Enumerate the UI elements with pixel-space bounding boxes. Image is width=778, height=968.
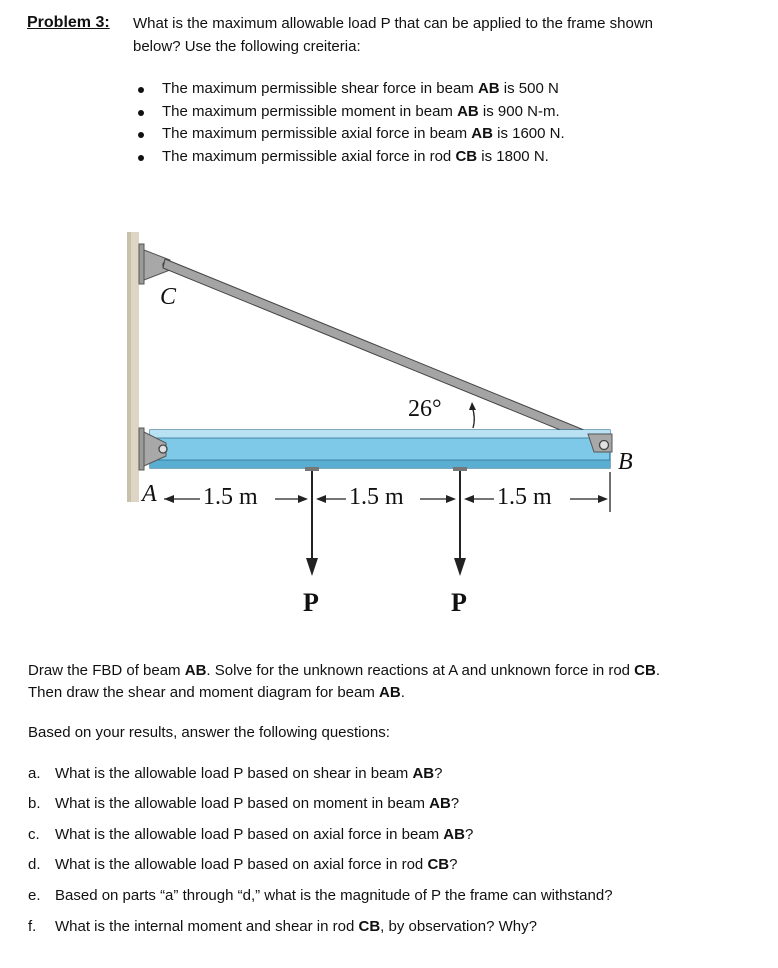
question-letter: b. bbox=[28, 795, 41, 812]
problem-question-line1: What is the maximum allowable load P that can be applied to the frame shown bbox=[133, 15, 654, 32]
pin-a-icon bbox=[159, 445, 167, 453]
question-item: Based on parts “a” through “d,” what is the magnitude of P the frame can withstand? bbox=[55, 887, 613, 904]
question-item: What is the allowable load P based on moment in beam AB? bbox=[55, 795, 460, 812]
criteria-item: The maximum permissible axial force in rod CB is 1800 N. bbox=[162, 148, 549, 165]
dim-label-2: 1.5 m bbox=[349, 484, 404, 510]
question-letter: e. bbox=[28, 887, 41, 904]
question-letter: a. bbox=[28, 765, 41, 782]
pin-b-icon bbox=[600, 441, 609, 450]
beam-top-flange bbox=[150, 430, 610, 438]
angle-arrow-icon bbox=[469, 402, 476, 410]
based-on-text: Based on your results, answer the following questions: bbox=[28, 724, 390, 741]
question-letter: d. bbox=[28, 856, 41, 873]
criteria-item: The maximum permissible moment in beam AB is 900 N-m. bbox=[162, 103, 560, 120]
question-letter: c. bbox=[28, 826, 40, 843]
question-item: What is the allowable load P based on axial force in rod CB? bbox=[55, 856, 458, 873]
load-arrowhead-2-icon bbox=[454, 558, 466, 576]
dim-label-1: 1.5 m bbox=[203, 484, 258, 510]
load-label-2: P bbox=[451, 588, 467, 617]
criteria-item: The maximum permissible axial force in beam AB is 1600 N. bbox=[162, 125, 565, 142]
problem-label: Problem 3: bbox=[27, 14, 110, 31]
rod-cb bbox=[163, 259, 611, 449]
question-letter: f. bbox=[28, 918, 37, 935]
wall-shade bbox=[127, 232, 131, 502]
label-c: C bbox=[160, 284, 177, 310]
problem-question-line2: below? Use the following creiteria: bbox=[133, 38, 361, 55]
instructions-line2: Then draw the shear and moment diagram for beam AB. bbox=[28, 684, 405, 701]
criteria-item: The maximum permissible shear force in beam AB is 500 N bbox=[162, 80, 559, 97]
question-item: What is the allowable load P based on shear in beam AB? bbox=[55, 765, 443, 782]
label-a: A bbox=[142, 481, 157, 507]
bracket-c-plate bbox=[139, 244, 144, 284]
dim-label-3: 1.5 m bbox=[497, 484, 552, 510]
bracket-a-plate bbox=[139, 428, 144, 470]
instructions-line1: Draw the FBD of beam AB. Solve for the unknown reactions at A and unknown force in rod CB. bbox=[28, 662, 661, 679]
beam-bottom-flange bbox=[150, 460, 610, 468]
question-item: What is the internal moment and shear in rod CB, by observation? Why? bbox=[55, 918, 537, 935]
angle-label: 26° bbox=[408, 396, 442, 422]
question-item: What is the allowable load P based on axial force in beam AB? bbox=[55, 826, 474, 843]
label-b: B bbox=[618, 449, 633, 475]
load-label-1: P bbox=[303, 588, 319, 617]
load-arrowhead-1-icon bbox=[306, 558, 318, 576]
